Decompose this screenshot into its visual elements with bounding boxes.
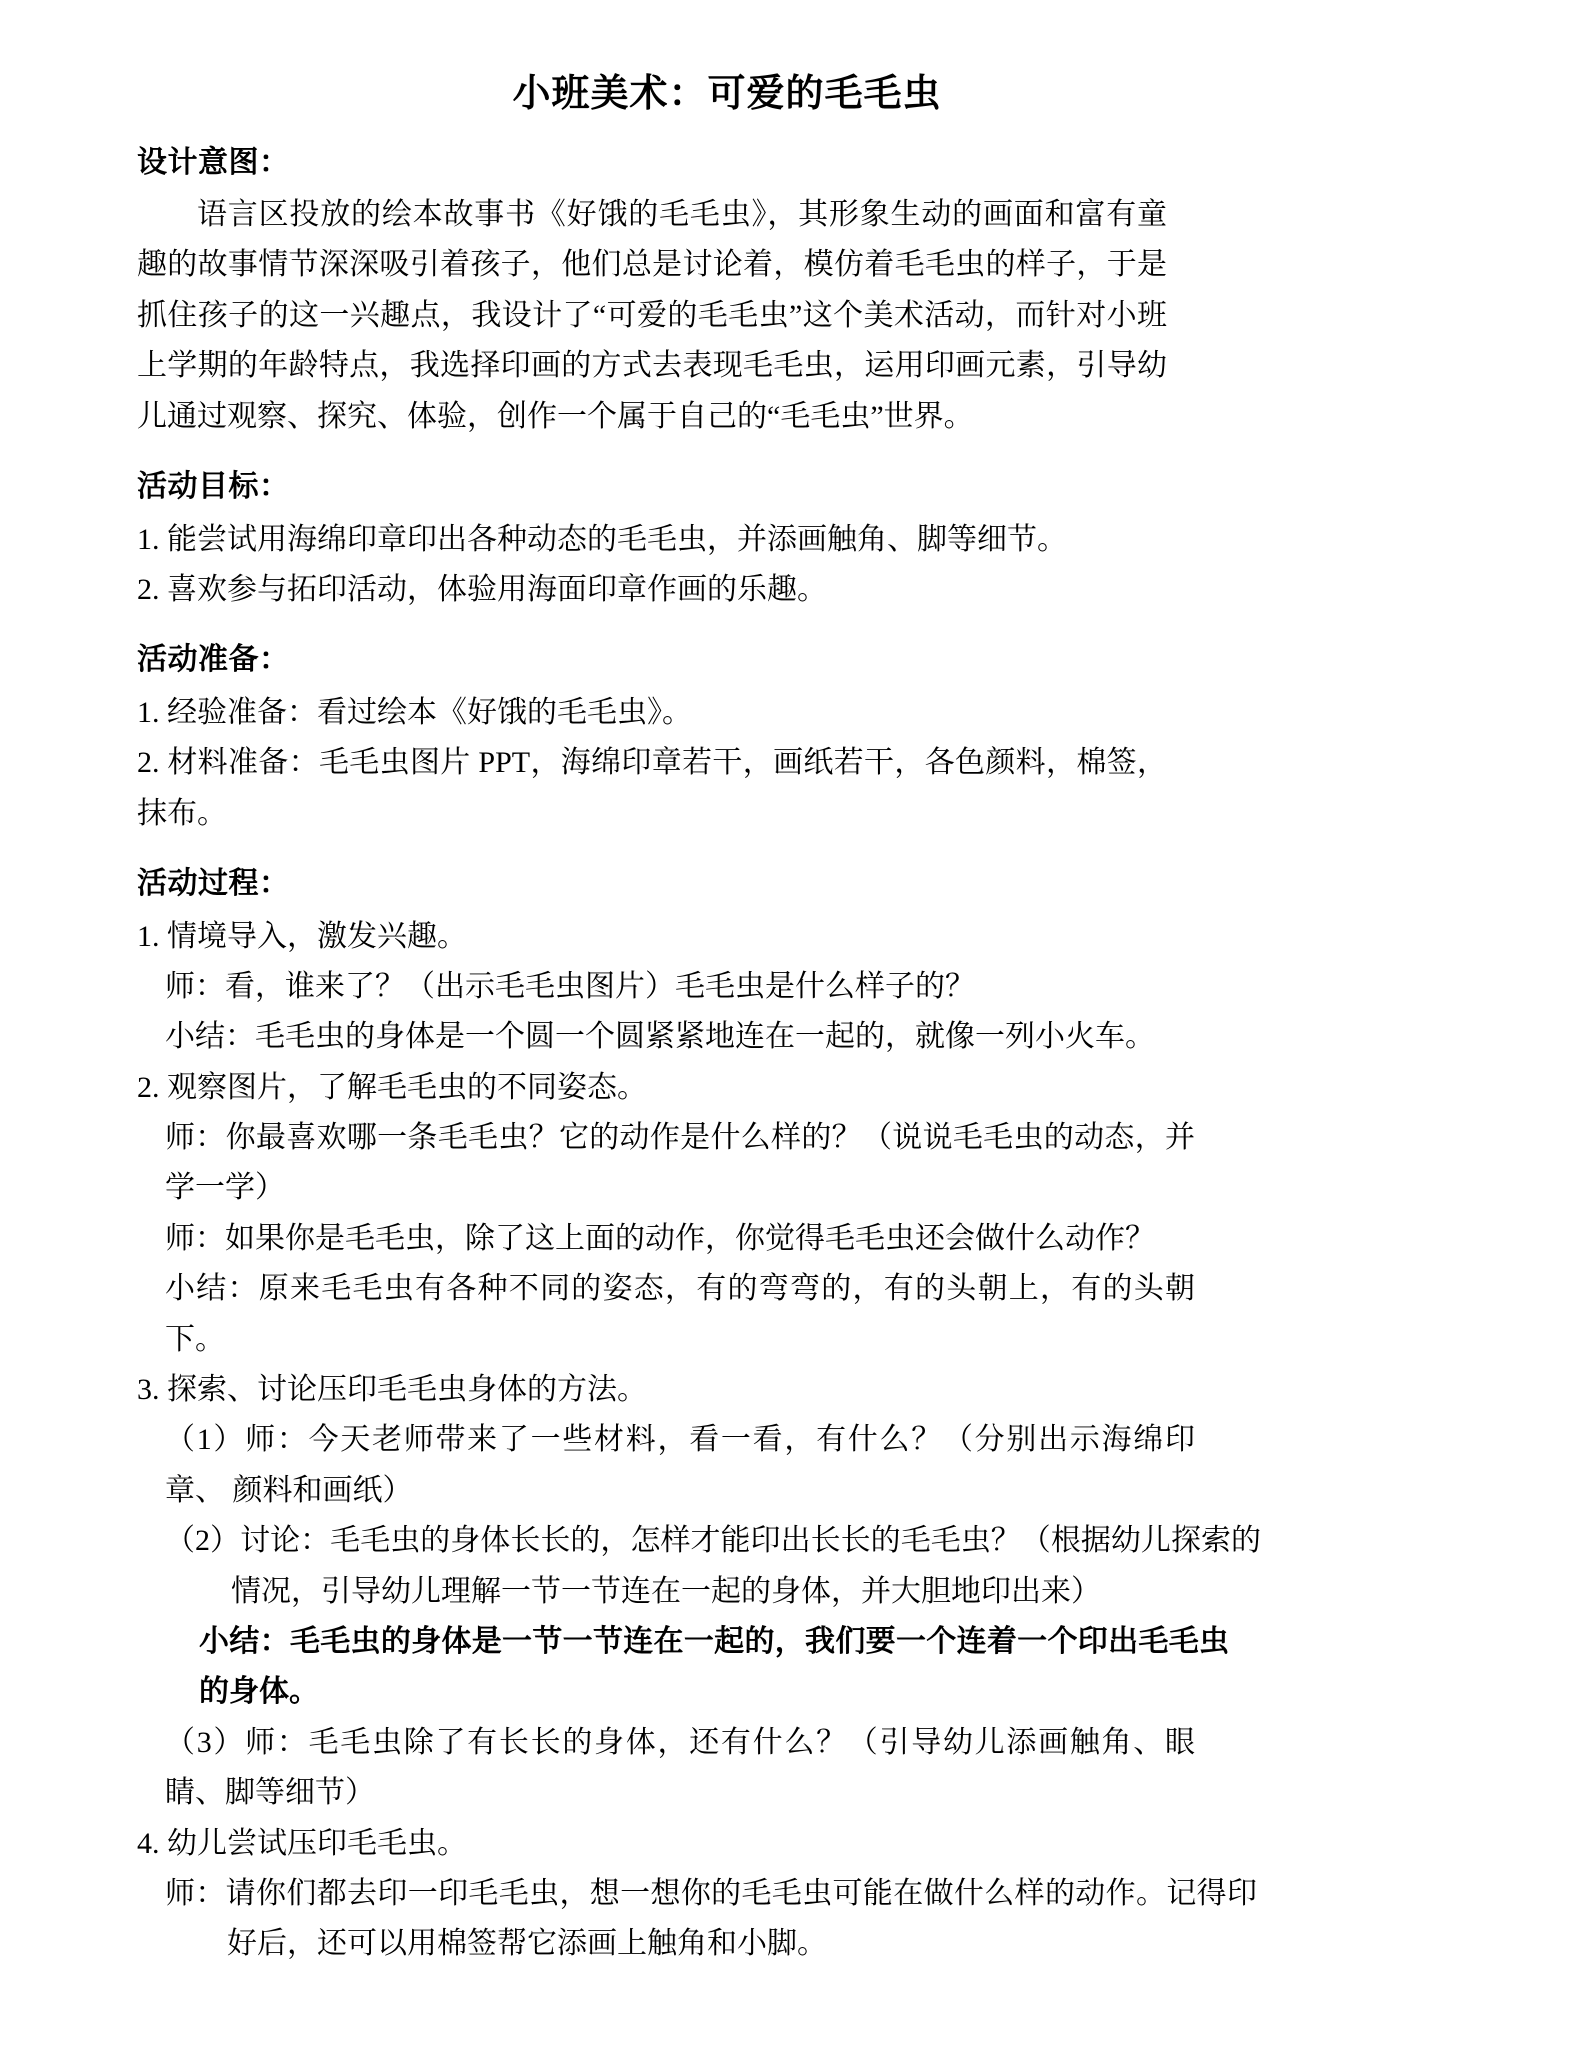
process-step-3-line-2: （2）讨论：毛毛虫的身体长长的，怎样才能印出长长的毛毛虫？（根据幼儿探索的情况，引导幼儿理解一节一节连在一起的身体，并大胆地印出来） [165,1524,1261,1608]
page-title: 小班美术：可爱的毛毛虫 [512,73,942,115]
process-step-2-line-1: 师：你最喜欢哪一条毛毛虫？它的动作是什么样的？（说说毛毛虫的动态，并学一学） [165,1121,1195,1205]
process-step-4-title: 4. 幼儿尝试压印毛毛虫。 [137,1826,467,1860]
process-step-2-line-2: 师：如果你是毛毛虫，除了这上面的动作，你觉得毛毛虫还会做什么动作？ [165,1221,1155,1255]
section-design-intent [137,140,1167,442]
objective-item-1: 1. 能尝试用海绵印章印出各种动态的毛毛虫，并添画触角、脚等细节。 [137,522,1067,556]
process-step-1-line-2: 小结：毛毛虫的身体是一个圆一个圆紧紧地连在一起的，就像一列小火车。 [165,1020,1155,1054]
process-step-3-line-3: （3）师：毛毛虫除了有长长的身体，还有什么？（引导幼儿添画触角、眼睛、脚等细节） [165,1725,1195,1810]
process-step-4-line-1: 师：请你们都去印一印毛毛虫，想一想你的毛毛虫可能在做什么样的动作。记得印好后，还可以用棉签帮它添画上触角和小脚。 [165,1876,1257,1961]
section-heading-preparation: 活动准备： [137,643,290,677]
process-step-3-summary: 小结：毛毛虫的身体是一节一节连在一起的，我们要一个连着一个印出毛毛虫的身体。 [199,1624,1229,1709]
section-process [137,861,1261,1970]
paragraph-design-intent-1: 语言区投放的绘本故事书《好饿的毛毛虫》，其形象生动的画面和富有童趣的故事情节深深吸引着孩子，他们总是讨论着，模仿着毛毛虫的样子，于是抓住孩子的这一兴趣点，我设计了“可爱的毛毛虫”这个美术活动，而针对小班上学期的年龄特点，我选择印画的方式去表现毛毛虫，运用印画元素，引导幼儿通过观察、探究、体验，创作一个属于自己的“毛毛虫”世界。 [137,198,1167,433]
preparation-item-1: 1. 经验准备：看过绘本《好饿的毛毛虫》。 [137,695,692,729]
document-content [137,0,1457,1970]
preparation-item-2: 2. 材料准备：毛毛虫图片 PPT，海绵印章若干，画纸若干，各色颜料，棉签，抹布。 [137,746,1167,830]
process-step-3-title: 3. 探索、讨论压印毛毛虫身体的方法。 [137,1373,647,1407]
section-preparation [137,637,1167,839]
section-heading-objectives: 活动目标： [137,470,290,504]
objective-item-2: 2. 喜欢参与拓印活动，体验用海面印章作画的乐趣。 [137,572,827,606]
process-step-3-line-1: （1）师：今天老师带来了一些材料，看一看，有什么？（分别出示海绵印章、 颜料和画纸） [165,1423,1195,1507]
process-step-1-title: 1. 情境导入，激发兴趣。 [137,919,467,953]
section-heading-process: 活动过程： [137,867,290,900]
section-objectives [137,464,1157,615]
process-step-2-line-3: 小结：原来毛毛虫有各种不同的姿态，有的弯弯的，有的头朝上，有的头朝下。 [165,1272,1195,1356]
process-step-2-title: 2. 观察图片，了解毛毛虫的不同姿态。 [137,1070,647,1104]
process-step-1-line-1: 师：看，谁来了？（出示毛毛虫图片）毛毛虫是什么样子的？ [165,969,975,1003]
section-heading-design-intent: 设计意图： [137,145,290,179]
